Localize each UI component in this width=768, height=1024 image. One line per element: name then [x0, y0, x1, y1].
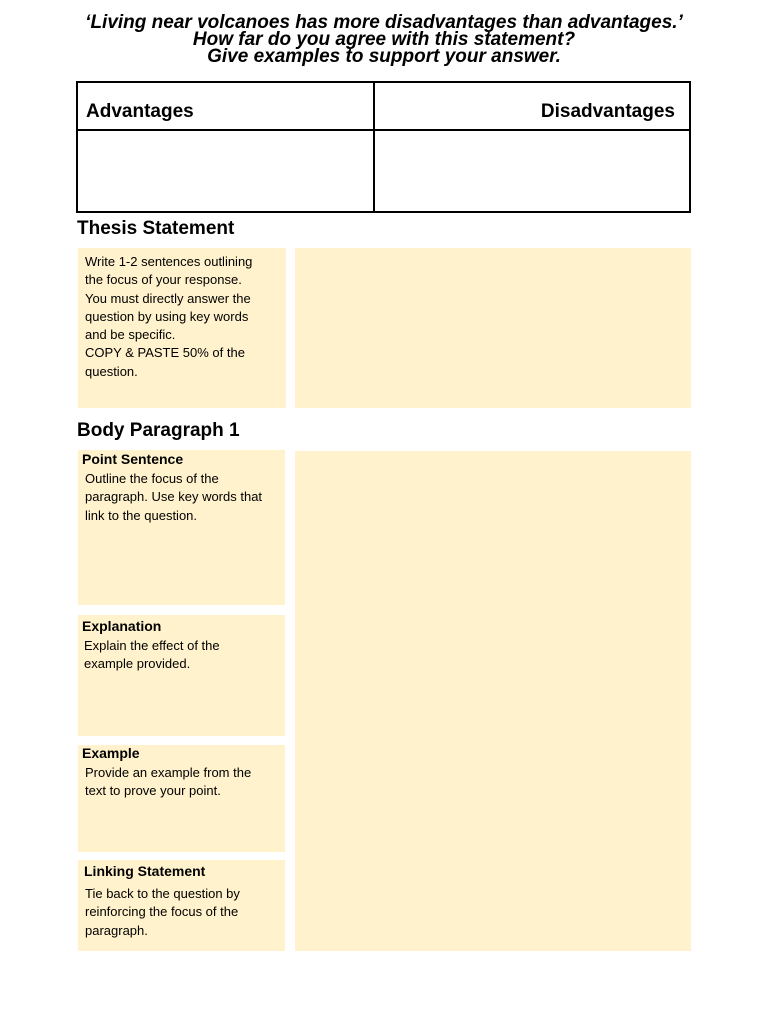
- question-prompt: How far do you agree with this statement?: [192, 29, 576, 50]
- example-instructions: Provide an example from the text to prove your point.: [85, 765, 252, 799]
- point-sentence-instructions: Outline the focus of the paragraph. Use key words that link to the question.: [85, 471, 263, 523]
- thesis-writing-area[interactable]: [295, 248, 691, 408]
- body-paragraph-writing-area[interactable]: [295, 451, 691, 951]
- advantages-cell[interactable]: [78, 131, 373, 211]
- advantages-header: Advantages: [86, 101, 194, 122]
- explanation-title: Explanation: [82, 618, 162, 634]
- disadvantages-cell[interactable]: [375, 131, 689, 211]
- explanation-box: [78, 615, 285, 736]
- advantages-disadvantages-table: [76, 81, 691, 213]
- linking-statement-box: [78, 860, 285, 951]
- linking-statement-title: Linking Statement: [84, 863, 206, 879]
- point-sentence-title: Point Sentence: [82, 451, 184, 467]
- example-box: [78, 745, 285, 852]
- thesis-instructions-box: [78, 248, 286, 408]
- thesis-instructions: Write 1-2 sentences outlining the focus of your response. You must directly answer the question by using key words and be specific. COPY & PASTE 50% of the question.: [85, 254, 253, 379]
- question-instruction: Give examples to support your answer.: [207, 46, 561, 67]
- question-header: [0, 14, 768, 65]
- question-statement: ‘Living near volcanoes has more disadvantages than advantages.’: [85, 12, 683, 33]
- body-paragraph-1-title: Body Paragraph 1: [77, 420, 240, 441]
- linking-statement-instructions: Tie back to the question by reinforcing the focus of the paragraph.: [85, 886, 240, 938]
- point-sentence-box: [78, 450, 285, 605]
- thesis-statement-title: Thesis Statement: [77, 218, 235, 239]
- example-title: Example: [82, 745, 140, 761]
- explanation-instructions: Explain the effect of the example provided.: [84, 638, 220, 672]
- disadvantages-header: Disadvantages: [540, 101, 675, 122]
